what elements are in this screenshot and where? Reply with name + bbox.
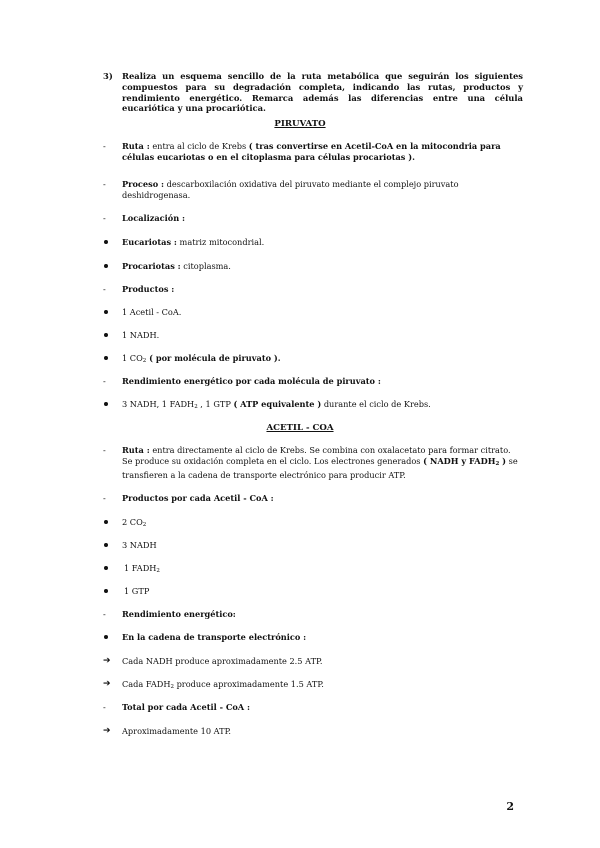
piruvato-prod-2 [103,330,523,341]
ruta-label: Ruta : [122,141,150,151]
total-text: Aproximadamente 10 ATP. [122,726,232,736]
eucariotas-label: Eucariotas : [122,237,177,247]
piruvato-rendimiento [103,376,523,387]
fadh-text: produce aproximadamente 1.5 ATP. [173,679,324,689]
acetil-ruta [103,445,523,481]
arrow-right-icon: ➔ [103,679,111,689]
ruta-bold: ( NADH y FADH [423,456,496,466]
subscript: 2 [495,461,500,467]
dash-marker: - [103,141,106,151]
nadh-text: Cada NADH produce aproximadamente 2.5 ATP. [122,656,323,666]
bullet-icon [104,589,108,593]
rend-bold: ( ATP equivalente ) [233,399,322,409]
ruta-label: Ruta : [122,445,150,455]
procariotas-label: Procariotas : [122,261,181,271]
rend-text: durante el ciclo de Krebs. [321,399,431,409]
piruvato-prod-3 [103,353,523,367]
acetil-prod-3 [103,563,523,577]
question-block [103,71,523,114]
localizacion-label: Localización : [122,213,186,223]
subscript: 2 [156,568,160,574]
acetil-cadena [103,632,523,643]
ruta-bold: ( tras convertirse en Acetil-CoA en la mitocondria para células eucariotas o en el citoplasma para células procariotas ). [122,141,501,162]
rend-text: , 1 GTP [197,399,234,409]
rendimiento-label: Rendimiento energético por cada molécula de piruvato : [122,376,381,386]
bullet-icon [104,520,108,524]
prod-text: 1 GTP [124,586,150,596]
bullet-icon [104,240,108,244]
subscript: 2 [170,684,174,690]
heading-acetil: ACETIL - COA [266,423,334,433]
rend-text: 3 NADH, 1 FADH [122,399,195,409]
ruta-bold: ) [499,456,507,466]
dash-marker: - [103,179,106,189]
page-number: 2 [506,800,514,813]
question-number: 3) [103,71,113,81]
prod-bold: ( por molécula de piruvato ). [146,353,281,363]
piruvato-eucariotas [103,237,523,248]
productos-label: Productos : [122,284,175,294]
cadena-label: En la cadena de transporte electrónico : [122,632,307,642]
ruta-text: se [506,456,518,466]
heading-piruvato: PIRUVATO [274,119,326,129]
total-label: Total por cada Acetil - CoA : [122,702,251,712]
procariotas-text: citoplasma. [180,261,231,271]
dash-marker: - [103,213,106,223]
acetil-prod-4 [103,586,523,597]
bullet-icon [104,635,108,639]
dash-marker: - [103,284,106,294]
bullet-icon [104,402,108,406]
acetil-fadh [103,679,523,693]
ruta-text: entra al ciclo de Krebs [149,141,249,151]
dash-marker: - [103,376,106,386]
ruta-text: entra directamente al ciclo de Krebs. Se combina con oxalacetato para formar citrato. [149,445,511,455]
acetil-total-value [103,726,523,737]
prod-text: 3 NADH [122,540,157,550]
prod-text: 1 FADH [124,563,157,573]
arrow-right-icon: ➔ [103,656,111,666]
piruvato-productos [103,284,523,295]
piruvato-ruta [103,141,523,163]
ruta-text: transfieren a la cadena de transporte electrónico para producir ATP. [122,470,406,480]
acetil-rendimiento [103,609,523,620]
subscript: 2 [194,404,198,410]
acetil-prod-2 [103,540,523,551]
acetil-nadh [103,656,523,667]
productos-label: Productos por cada Acetil - CoA : [122,493,274,503]
dash-marker: - [103,493,106,503]
bullet-icon [104,356,108,360]
subscript: 2 [142,358,147,364]
prod-text: 2 CO [122,517,143,527]
subscript: 2 [142,522,147,528]
acetil-productos [103,493,523,504]
arrow-right-icon: ➔ [103,726,111,736]
acetil-prod-1 [103,517,523,531]
bullet-icon [104,333,108,337]
prod-text: 1 Acetil - CoA. [122,307,182,317]
dash-marker: - [103,445,106,455]
prod-text: 1 NADH. [122,330,160,340]
prod-text: 1 CO [122,353,143,363]
bullet-icon [104,310,108,314]
bullet-icon [104,543,108,547]
piruvato-localizacion [103,213,523,224]
piruvato-proceso [103,179,523,201]
piruvato-rendimiento-value [103,399,523,413]
piruvato-prod-1 [103,307,523,318]
bullet-icon [104,264,108,268]
dash-marker: - [103,609,106,619]
fadh-text: Cada FADH [122,679,171,689]
dash-marker: - [103,702,106,712]
bullet-icon [104,566,108,570]
rendimiento-label: Rendimiento energético: [122,609,236,619]
eucariotas-text: matriz mitocondrial. [176,237,265,247]
proceso-label: Proceso : [122,179,165,189]
acetil-total [103,702,523,713]
question-text: Realiza un esquema sencillo de la ruta metabólica que seguirán los siguientes compuestos para su degradación completa, indicando las rutas, productos y rendimiento energético. Remarca además las diferencias entre una célula eucariótica y una procariótica. [122,71,523,114]
ruta-text: Se produce su oxidación completa en el ciclo. Los electrones generados [122,456,424,466]
proceso-text: descarboxilación oxidativa del piruvato mediante el complejo piruvato deshidrogenasa. [122,179,459,200]
piruvato-procariotas [103,261,523,272]
